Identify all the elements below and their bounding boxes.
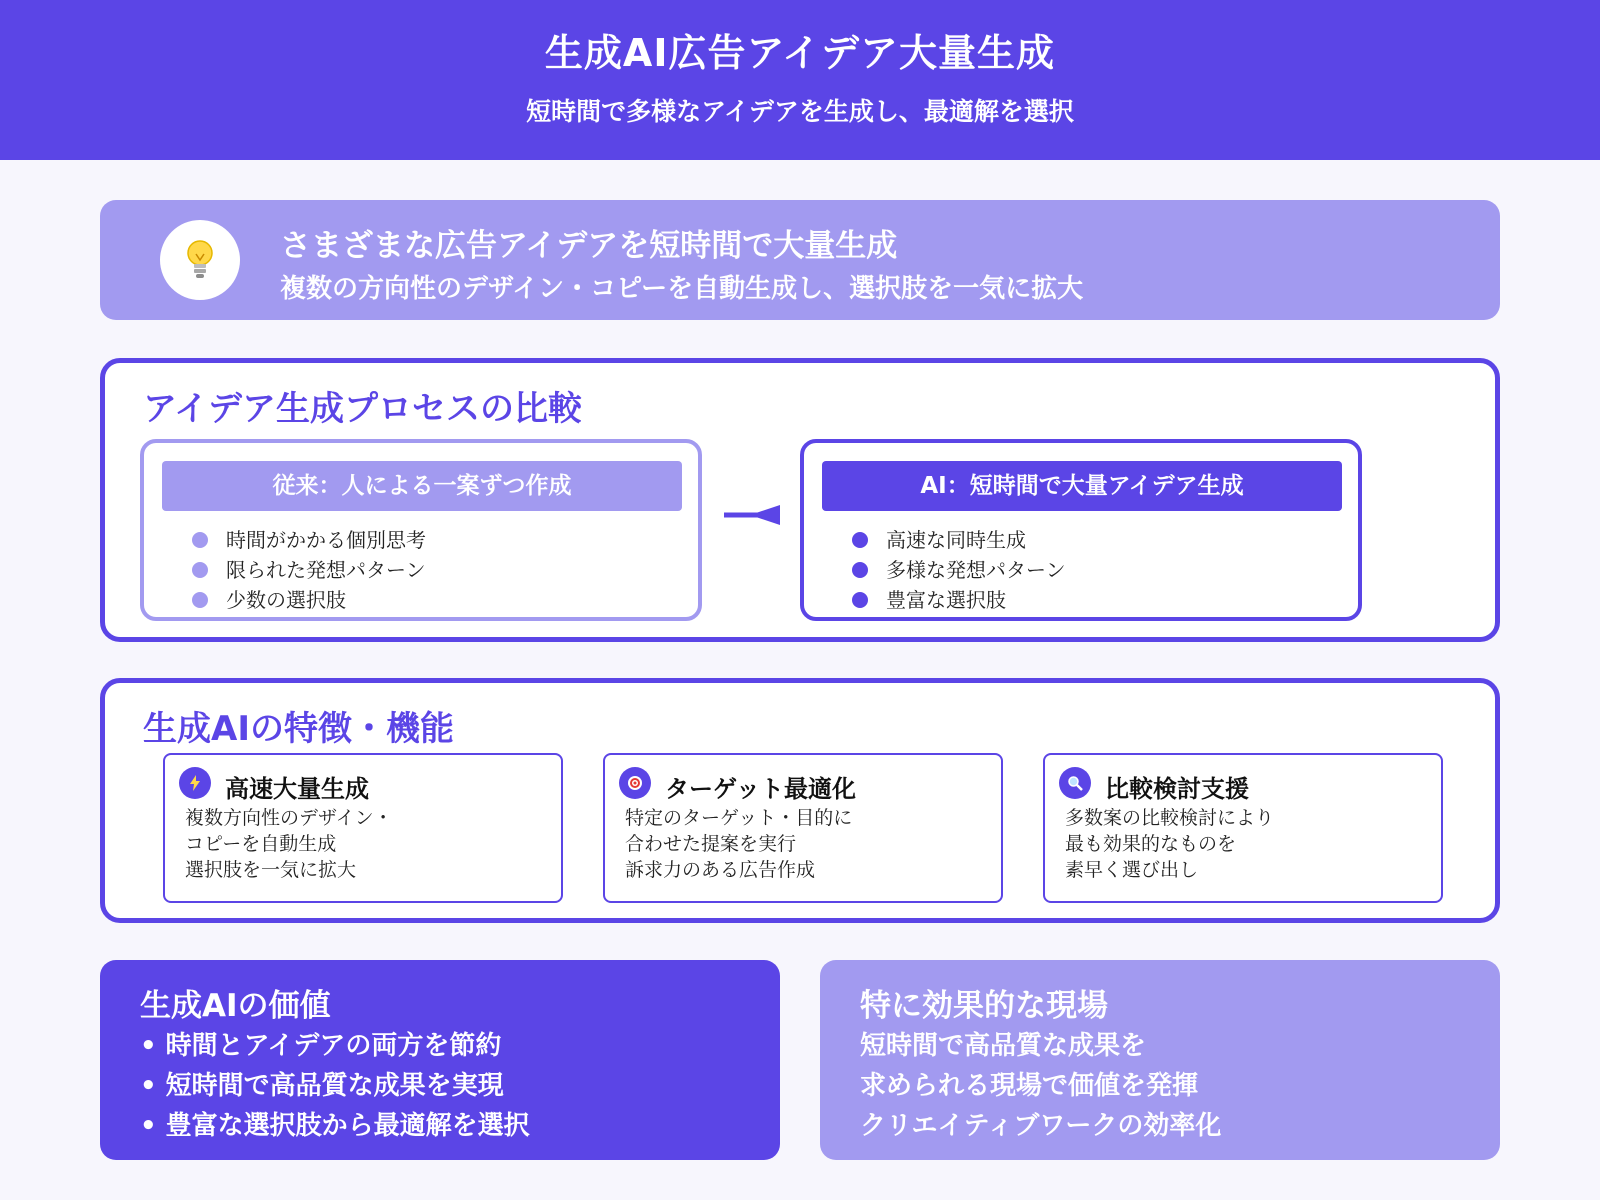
list-item: • 短時間で高品質な成果を実現 (140, 1071, 504, 1101)
field-title: 特に効果的な現場 (860, 988, 1108, 1024)
header (0, 0, 1600, 160)
list-item: 少数の選択肢 (192, 585, 426, 615)
bullet-dot-icon (192, 532, 208, 548)
list-item: 多様な発想パターン (852, 555, 1066, 585)
magnifier-icon (1059, 767, 1091, 799)
list-item: 豊富な選択肢 (852, 585, 1066, 615)
bullet-dot-icon (852, 562, 868, 578)
list-item: 時間がかかる個別思考 (192, 525, 426, 555)
banner-title: さまざまな広告アイデアを短時間で大量生成 (280, 228, 898, 264)
feature-card-compare (1043, 753, 1443, 903)
features-title: 生成AIの特徴・機能 (143, 709, 454, 749)
lightning-icon (179, 767, 211, 799)
target-icon (619, 767, 651, 799)
feature-description: 特定のターゲット・目的に 合わせた提案を実行 訴求力のある広告作成 (625, 807, 853, 881)
comparison-title: アイデア生成プロセスの比較 (143, 389, 582, 429)
feature-card-speed (163, 753, 563, 903)
effective-field-box (820, 960, 1500, 1160)
page-subtitle: 短時間で多様なアイデアを生成し、最適解を選択 (526, 97, 1074, 126)
value-title: 生成AIの価値 (140, 988, 331, 1024)
ai-list (852, 525, 1066, 615)
list-item: 求められる現場で価値を発揮 (860, 1071, 1199, 1101)
traditional-process-box (140, 439, 702, 621)
feature-description: 複数方向性のデザイン・ コピーを自動生成 選択肢を一気に拡大 (185, 807, 393, 881)
list-item: 短時間で高品質な成果を (860, 1031, 1147, 1061)
list-item: クリエイティブワークの効率化 (860, 1111, 1222, 1141)
summary-banner (100, 200, 1500, 320)
value-box (100, 960, 780, 1160)
page-title: 生成AI広告アイデア大量生成 (544, 31, 1056, 75)
field-list (860, 1026, 1221, 1146)
traditional-list (192, 525, 426, 615)
arrow-icon (720, 503, 784, 527)
list-item: 限られた発想パターン (192, 555, 426, 585)
list-item: • 豊富な選択肢から最適解を選択 (140, 1111, 530, 1141)
bullet-dot-icon (192, 592, 208, 608)
feature-title: 比較検討支援 (1105, 775, 1249, 803)
feature-description: 多数案の比較検討により 最も効果的なものを 素早く選び出し (1065, 807, 1275, 881)
comparison-panel (100, 358, 1500, 642)
bullet-dot-icon (852, 592, 868, 608)
features-panel (100, 678, 1500, 923)
list-item: 高速な同時生成 (852, 525, 1066, 555)
banner-subtitle: 複数の方向性のデザイン・コピーを自動生成し、選択肢を一気に拡大 (280, 274, 1084, 304)
traditional-heading: 従来：人による一案ずつ作成 (162, 461, 682, 511)
value-list (140, 1026, 530, 1146)
feature-title: ターゲット最適化 (665, 775, 857, 803)
bullet-dot-icon (852, 532, 868, 548)
bullet-dot-icon (192, 562, 208, 578)
list-item: • 時間とアイデアの両方を節約 (140, 1031, 502, 1061)
feature-title: 高速大量生成 (225, 775, 369, 803)
ai-process-box (800, 439, 1362, 621)
ai-heading: AI：短時間で大量アイデア生成 (822, 461, 1342, 511)
feature-card-target (603, 753, 1003, 903)
lightbulb-icon (160, 220, 240, 300)
